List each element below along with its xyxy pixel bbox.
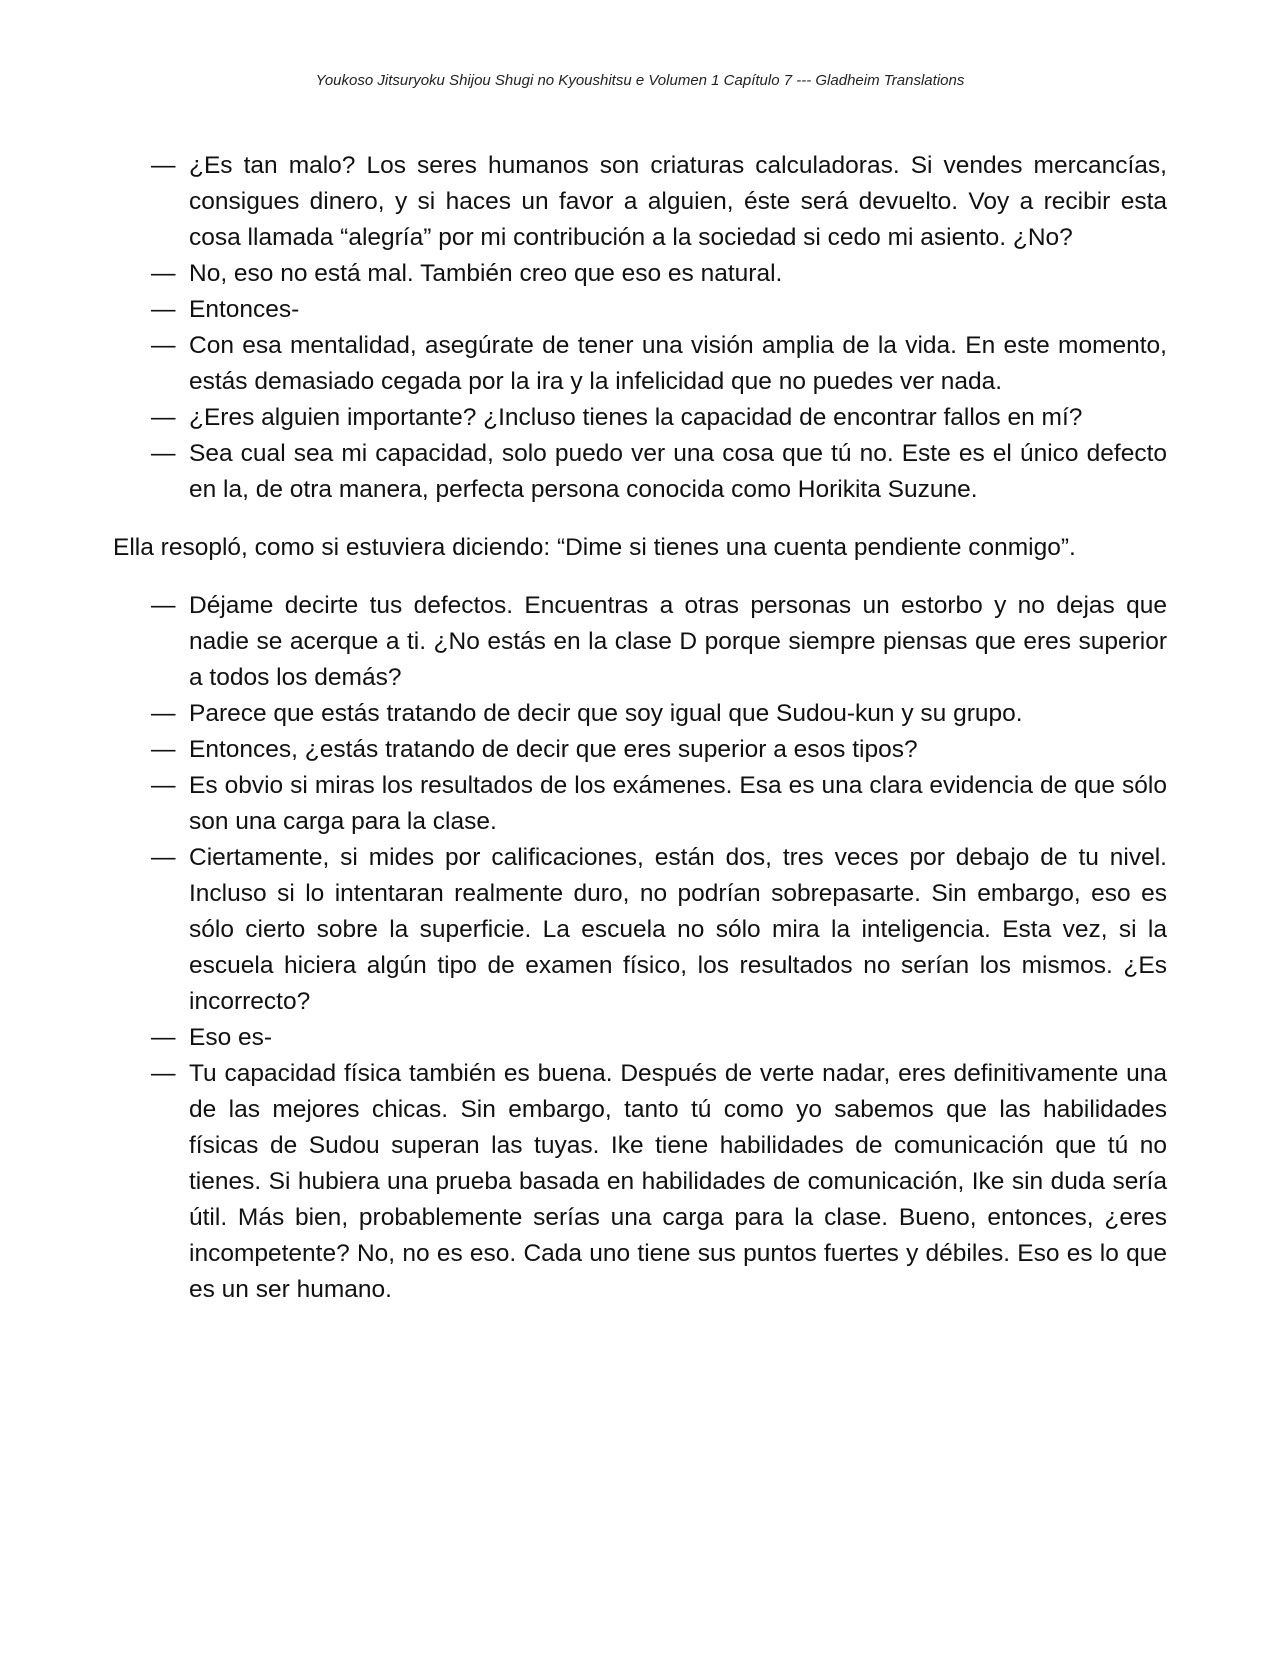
dash-marker: — [151,152,176,179]
dialogue-text: No, eso no está mal. También creo que eso es natural. [189,260,783,287]
dash-marker: — [151,1060,176,1087]
dialogue-text: Sea cual sea mi capacidad, solo puedo ver una cosa que tú no. Este es el único defecto en la, de otra manera, perfecta persona conocida como Horikita Suzune. [189,440,1167,503]
dialogue-text: Tu capacidad física también es buena. Después de verte nadar, eres definitivamente una de las mejores chicas. Sin embargo, tanto tú como yo sabemos que las habilidades físicas de Sudou superan las tuyas. Ike tiene habilidades de comunicación que tú no tienes. Si hubiera una prueba basada en habilidades de comunicación, Ike sin duda sería útil. Más bien, probablemente serías una carga para la clase. Bueno, entonces, ¿eres incompetente? No, no es eso. Cada uno tiene sus puntos fuertes y débiles. Eso es lo que es un ser humano. [189,1060,1167,1303]
dash-marker: — [151,844,176,871]
dialogue-line [151,768,1167,840]
page-header: Youkoso Jitsuryoku Shijou Shugi no Kyoushitsu e Volumen 1 Capítulo 7 --- Gladheim Translations [315,72,965,89]
dialogue-line [151,732,1167,768]
dialogue-text: Eso es- [189,1024,273,1051]
dash-marker: — [151,1024,176,1051]
dash-marker: — [151,736,176,763]
dialogue-line [151,588,1167,696]
dialogue-text: Con esa mentalidad, asegúrate de tener una visión amplia de la vida. En este momento, estás demasiado cegada por la ira y la infelicidad que no puedes ver nada. [189,332,1167,395]
dialogue-group-2 [113,588,1167,1308]
dash-marker: — [151,404,176,431]
dialogue-group-1 [113,148,1167,508]
dialogue-line [151,436,1167,508]
dialogue-line [151,840,1167,1020]
dialogue-line [151,1056,1167,1308]
dialogue-line [151,328,1167,400]
dialogue-text: Ciertamente, si mides por calificaciones, están dos, tres veces por debajo de tu nivel. Incluso si lo intentaran realmente duro, no podrían sobrepasarte. Sin embargo, eso es sólo cierto sobre la superficie. La escuela no sólo mira la inteligencia. Esta vez, si la escuela hiciera algún tipo de examen físico, los resultados no serían los mismos. ¿Es incorrecto? [189,844,1167,1015]
dash-marker: — [151,440,176,467]
dash-marker: — [151,260,176,287]
dialogue-text: Entonces- [189,296,300,323]
dash-marker: — [151,772,176,799]
dialogue-line [151,148,1167,256]
dialogue-line [151,292,1167,328]
narration-paragraph: Ella resopló, como si estuviera diciendo: “Dime si tienes una cuenta pendiente conmigo”. [113,534,1076,561]
dash-marker: — [151,592,176,619]
dialogue-text: ¿Eres alguien importante? ¿Incluso tienes la capacidad de encontrar fallos en mí? [189,404,1083,431]
dialogue-line [151,696,1167,732]
dash-marker: — [151,296,176,323]
dash-marker: — [151,332,176,359]
document-body [113,148,1167,1308]
dialogue-line [151,1020,1167,1056]
dialogue-text: Es obvio si miras los resultados de los exámenes. Esa es una clara evidencia de que sólo son una carga para la clase. [189,772,1167,835]
dash-marker: — [151,700,176,727]
dialogue-text: ¿Es tan malo? Los seres humanos son criaturas calculadoras. Si vendes mercancías, consigues dinero, y si haces un favor a alguien, éste será devuelto. Voy a recibir esta cosa llamada “alegría” por mi contribución a la sociedad si cedo mi asiento. ¿No? [189,152,1167,251]
dialogue-text: Parece que estás tratando de decir que soy igual que Sudou-kun y su grupo. [189,700,1023,727]
dialogue-text: Déjame decirte tus defectos. Encuentras a otras personas un estorbo y no dejas que nadie se acerque a ti. ¿No estás en la clase D porque siempre piensas que eres superior a todos los demás? [189,592,1167,691]
dialogue-line [151,256,1167,292]
dialogue-line [151,400,1167,436]
dialogue-text: Entonces, ¿estás tratando de decir que eres superior a esos tipos? [189,736,918,763]
